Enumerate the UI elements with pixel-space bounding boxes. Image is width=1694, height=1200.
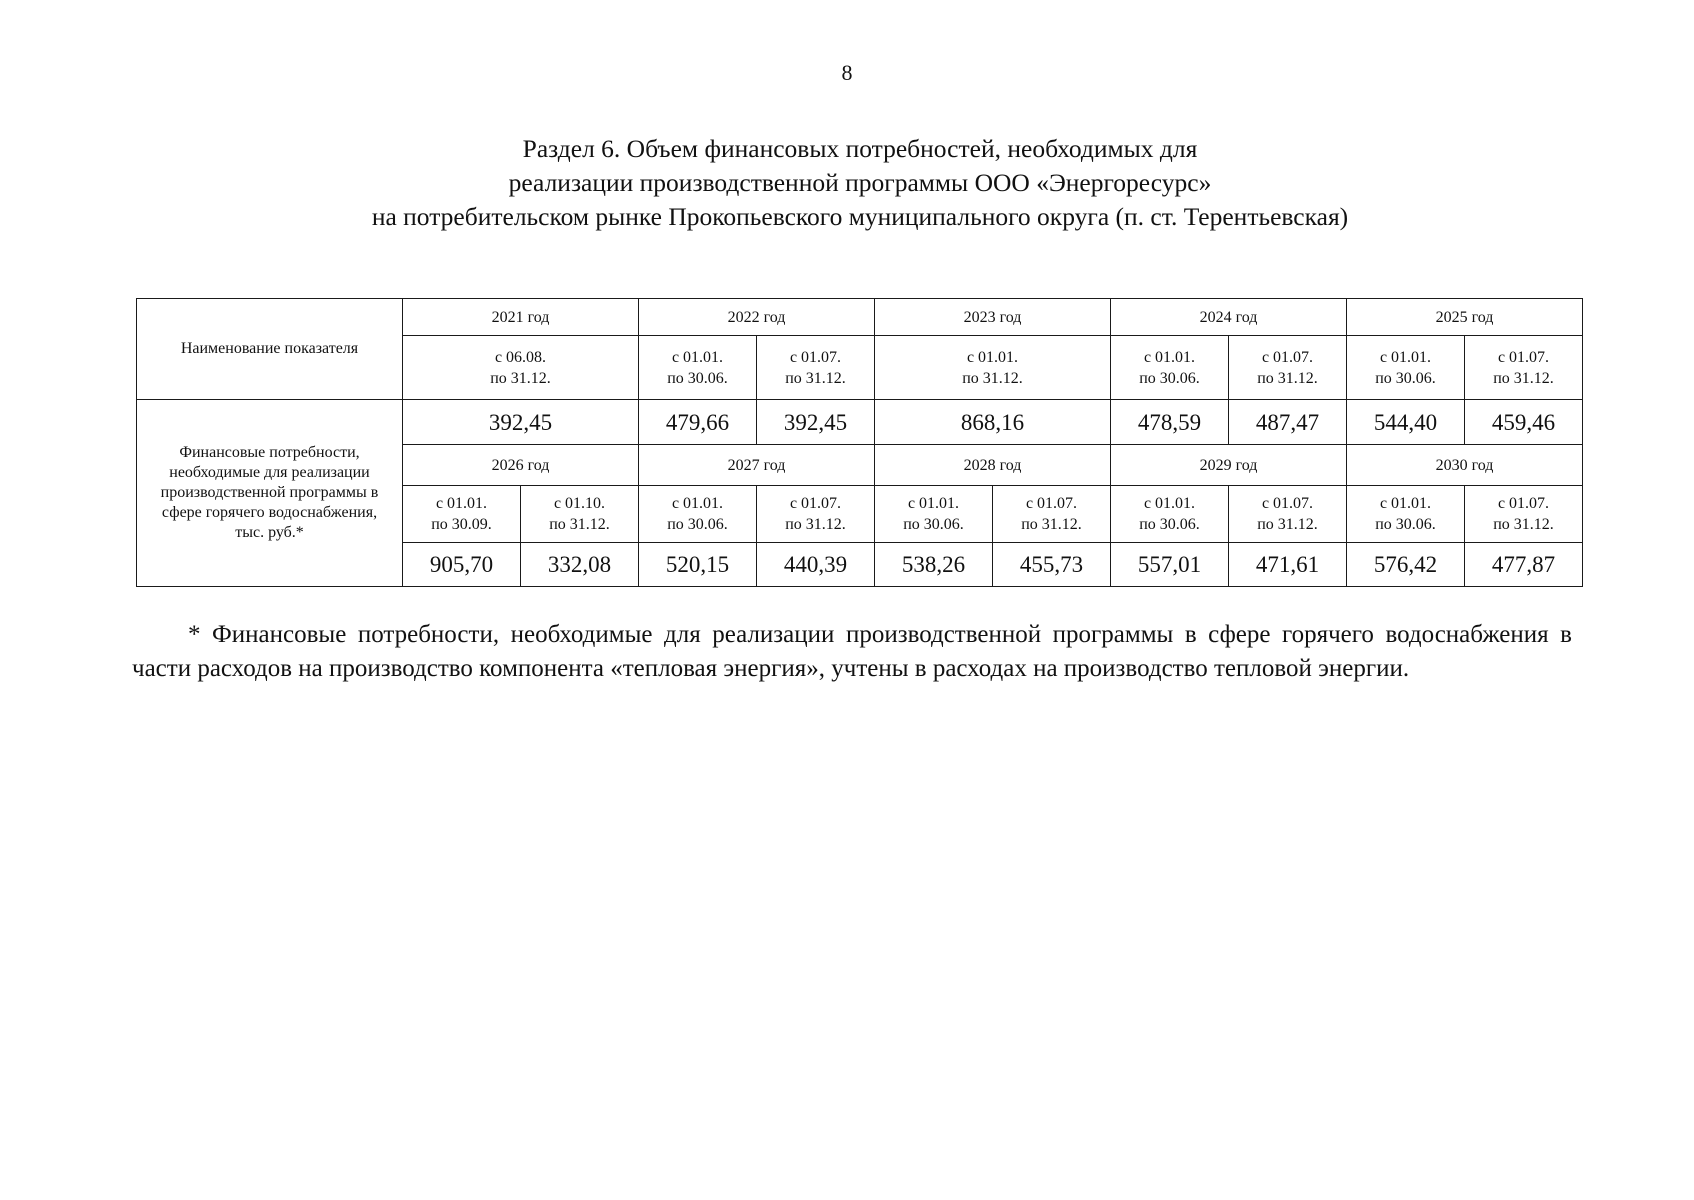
- value-cell: 487,47: [1229, 400, 1347, 445]
- footnote: * Финансовые потребности, необходимые для реализации производственной программы в сфере горячего водоснабжения в части расходов на производство компонента «тепловая энергия», учтены в расходах на производство тепловой энергии.: [132, 621, 1572, 682]
- year-cell: 2027 год: [639, 445, 875, 486]
- period-start: с 01.01.: [435, 495, 488, 512]
- period-start: с 01.01.: [1143, 348, 1196, 366]
- period-start: с 01.07.: [1261, 348, 1314, 366]
- period-cell: [1111, 486, 1229, 543]
- period-end: по 30.09.: [431, 516, 492, 533]
- period-end: по 30.06.: [667, 369, 728, 387]
- value-cell: 905,70: [403, 543, 521, 587]
- period-start: с 01.07.: [789, 348, 842, 366]
- period-cell: [639, 336, 757, 400]
- period-start: с 01.07.: [1497, 348, 1550, 366]
- year-cell: 2028 год: [875, 445, 1111, 486]
- value-cell: 477,87: [1465, 543, 1583, 587]
- period-start: с 01.01.: [1379, 495, 1432, 512]
- value-cell: 332,08: [521, 543, 639, 587]
- period-cell: [1347, 486, 1465, 543]
- section-title-line-2: реализации производственной программы ООО «Энергоресурс»: [508, 168, 1212, 197]
- period-cell: [639, 486, 757, 543]
- table-row-values-top: [137, 400, 1583, 445]
- period-end: по 30.06.: [667, 516, 728, 533]
- period-start: с 01.01.: [671, 348, 724, 366]
- period-end: по 31.12.: [1257, 369, 1318, 387]
- period-cell: [403, 336, 639, 400]
- period-end: по 31.12.: [785, 369, 846, 387]
- year-cell: 2030 год: [1347, 445, 1583, 486]
- period-start: с 01.01.: [1379, 348, 1432, 366]
- year-cell: 2025 год: [1347, 299, 1583, 336]
- page-number: 8: [841, 60, 853, 85]
- value-cell: 538,26: [875, 543, 993, 587]
- period-end: по 31.12.: [1493, 516, 1554, 533]
- period-end: по 30.06.: [1139, 516, 1200, 533]
- value-cell: 392,45: [403, 400, 639, 445]
- period-end: по 31.12.: [1021, 516, 1082, 533]
- period-end: по 31.12.: [549, 516, 610, 533]
- period-cell: [993, 486, 1111, 543]
- value-cell: 479,66: [639, 400, 757, 445]
- period-cell: [1111, 336, 1229, 400]
- period-end: по 31.12.: [962, 369, 1023, 387]
- period-cell: [1229, 336, 1347, 400]
- period-cell: [757, 336, 875, 400]
- value-cell: 868,16: [875, 400, 1111, 445]
- period-start: с 01.01.: [671, 495, 724, 512]
- header-label-cell: Наименование показателя: [137, 299, 403, 400]
- year-cell: 2029 год: [1111, 445, 1347, 486]
- period-start: с 01.07.: [1497, 495, 1550, 512]
- period-cell: [1347, 336, 1465, 400]
- value-cell: 544,40: [1347, 400, 1465, 445]
- period-cell: [875, 486, 993, 543]
- section-title-line-3: на потребительском рынке Прокопьевского муниципального округа (п. ст. Терентьевская): [371, 202, 1349, 231]
- period-cell: [403, 486, 521, 543]
- period-start: с 01.07.: [1025, 495, 1078, 512]
- period-start: с 01.01.: [907, 495, 960, 512]
- period-start: с 01.07.: [789, 495, 842, 512]
- section-title-line-1: Раздел 6. Объем финансовых потребностей, необходимых для: [522, 134, 1198, 163]
- period-end: по 30.06.: [1375, 516, 1436, 533]
- value-cell: 471,61: [1229, 543, 1347, 587]
- period-start: с 06.08.: [494, 348, 547, 366]
- value-cell: 440,39: [757, 543, 875, 587]
- period-cell: [875, 336, 1111, 400]
- period-start: с 01.10.: [553, 495, 606, 512]
- value-cell: 576,42: [1347, 543, 1465, 587]
- value-cell: 520,15: [639, 543, 757, 587]
- period-end: по 30.06.: [903, 516, 964, 533]
- period-end: по 31.12.: [1257, 516, 1318, 533]
- value-cell: 459,46: [1465, 400, 1583, 445]
- period-end: по 30.06.: [1375, 369, 1436, 387]
- period-cell: [1465, 336, 1583, 400]
- period-start: с 01.07.: [1261, 495, 1314, 512]
- row-label-cell: Финансовые потребности, необходимые для реализации производственной программы в сфере горячего водоснабжения, тыс. руб.*: [137, 400, 403, 587]
- period-end: по 31.12.: [785, 516, 846, 533]
- period-cell: [1465, 486, 1583, 543]
- value-cell: 557,01: [1111, 543, 1229, 587]
- year-cell: 2021 год: [403, 299, 639, 336]
- period-cell: [521, 486, 639, 543]
- value-cell: 478,59: [1111, 400, 1229, 445]
- period-start: с 01.01.: [1143, 495, 1196, 512]
- period-end: по 31.12.: [490, 369, 551, 387]
- year-cell: 2024 год: [1111, 299, 1347, 336]
- value-cell: 392,45: [757, 400, 875, 445]
- section-title: [200, 132, 1520, 234]
- period-cell: [757, 486, 875, 543]
- table-row-years-top: [137, 299, 1583, 336]
- year-cell: 2026 год: [403, 445, 639, 486]
- period-end: по 30.06.: [1139, 369, 1200, 387]
- financial-needs-table: [136, 298, 1583, 587]
- period-end: по 31.12.: [1493, 369, 1554, 387]
- year-cell: 2022 год: [639, 299, 875, 336]
- period-start: с 01.01.: [966, 348, 1019, 366]
- value-cell: 455,73: [993, 543, 1111, 587]
- year-cell: 2023 год: [875, 299, 1111, 336]
- period-cell: [1229, 486, 1347, 543]
